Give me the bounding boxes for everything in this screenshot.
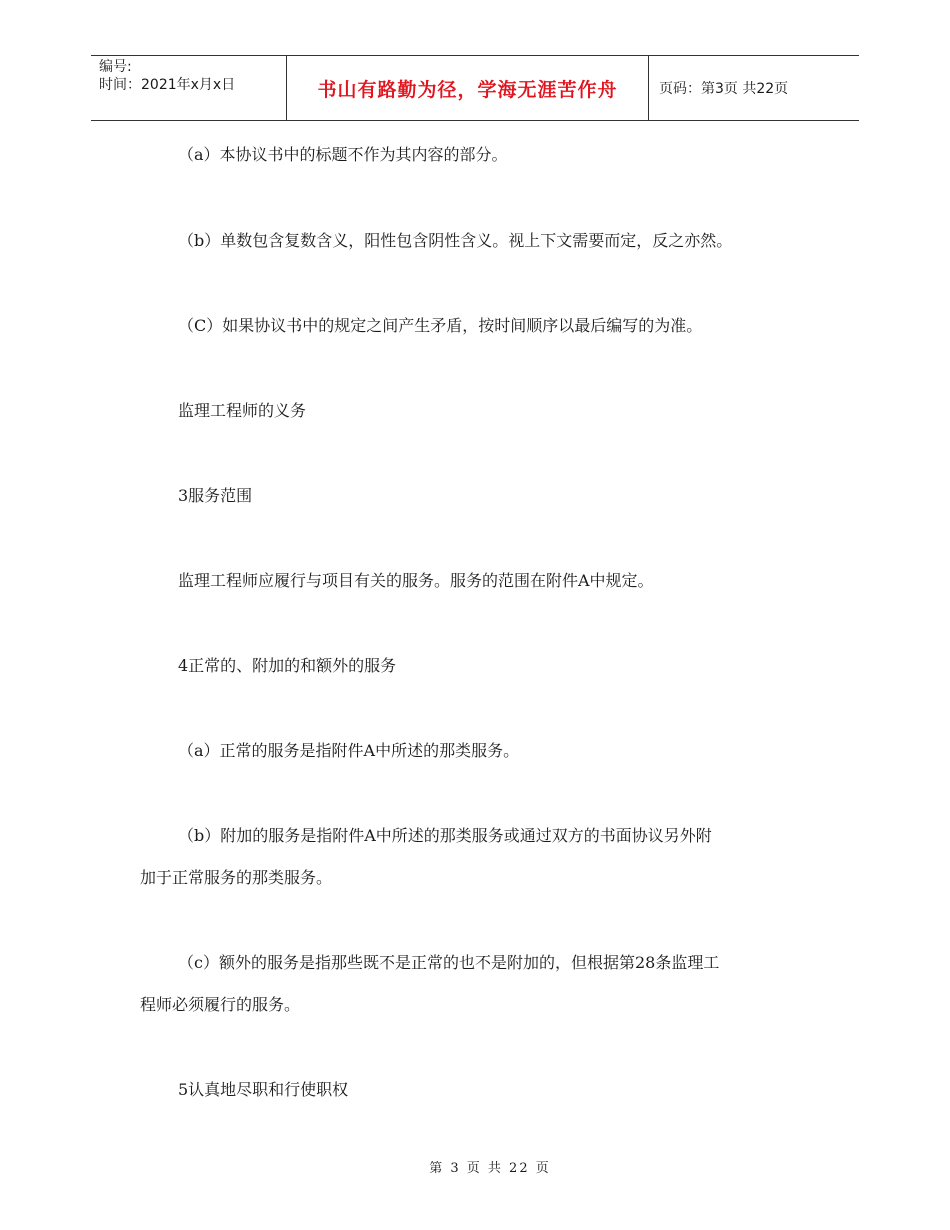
motto: 书山有路勤为径，学海无涯苦作舟: [317, 78, 618, 101]
header-motto-cell: [287, 56, 649, 120]
time-label: 时间：2021年x月x日: [99, 77, 236, 93]
footer-page-number: 第 3 页 共 22 页: [429, 1161, 551, 1176]
header-meta: [91, 56, 287, 120]
paragraph: 监理工程师应履行与项目有关的服务。服务的范围在附件A中规定。: [178, 571, 654, 590]
header-page-info: [649, 56, 859, 120]
paragraph: （a）本协议书中的标题不作为其内容的部分。: [178, 145, 508, 164]
paragraph: （a）正常的服务是指附件A中所述的那类服务。: [178, 741, 520, 760]
page-header: [91, 55, 859, 121]
section-heading: 3服务范围: [178, 486, 253, 505]
section-heading: 5认真地尽职和行使职权: [178, 1080, 349, 1099]
paragraph: （b）附加的服务是指附件A中所述的那类服务或通过双方的书面协议另外附: [178, 826, 712, 845]
paragraph-continuation: 加于正常服务的那类服务。: [140, 868, 333, 887]
paragraph-continuation: 程师必须履行的服务。: [140, 995, 301, 1014]
paragraph: （b）单数包含复数含义，阳性包含阴性含义。视上下文需要而定，反之亦然。: [178, 231, 733, 250]
page-footer: [0, 1157, 950, 1176]
paragraph: （c）额外的服务是指那些既不是正常的也不是附加的，但根据第28条监理工: [178, 953, 720, 972]
section-heading: 监理工程师的义务: [178, 401, 307, 420]
page-info: 页码：第3页 共22页: [659, 81, 789, 97]
section-heading: 4正常的、附加的和额外的服务: [178, 656, 397, 675]
serial-label: 编号:: [99, 59, 132, 75]
paragraph: （C）如果协议书中的规定之间产生矛盾，按时间顺序以最后编写的为准。: [178, 316, 703, 335]
